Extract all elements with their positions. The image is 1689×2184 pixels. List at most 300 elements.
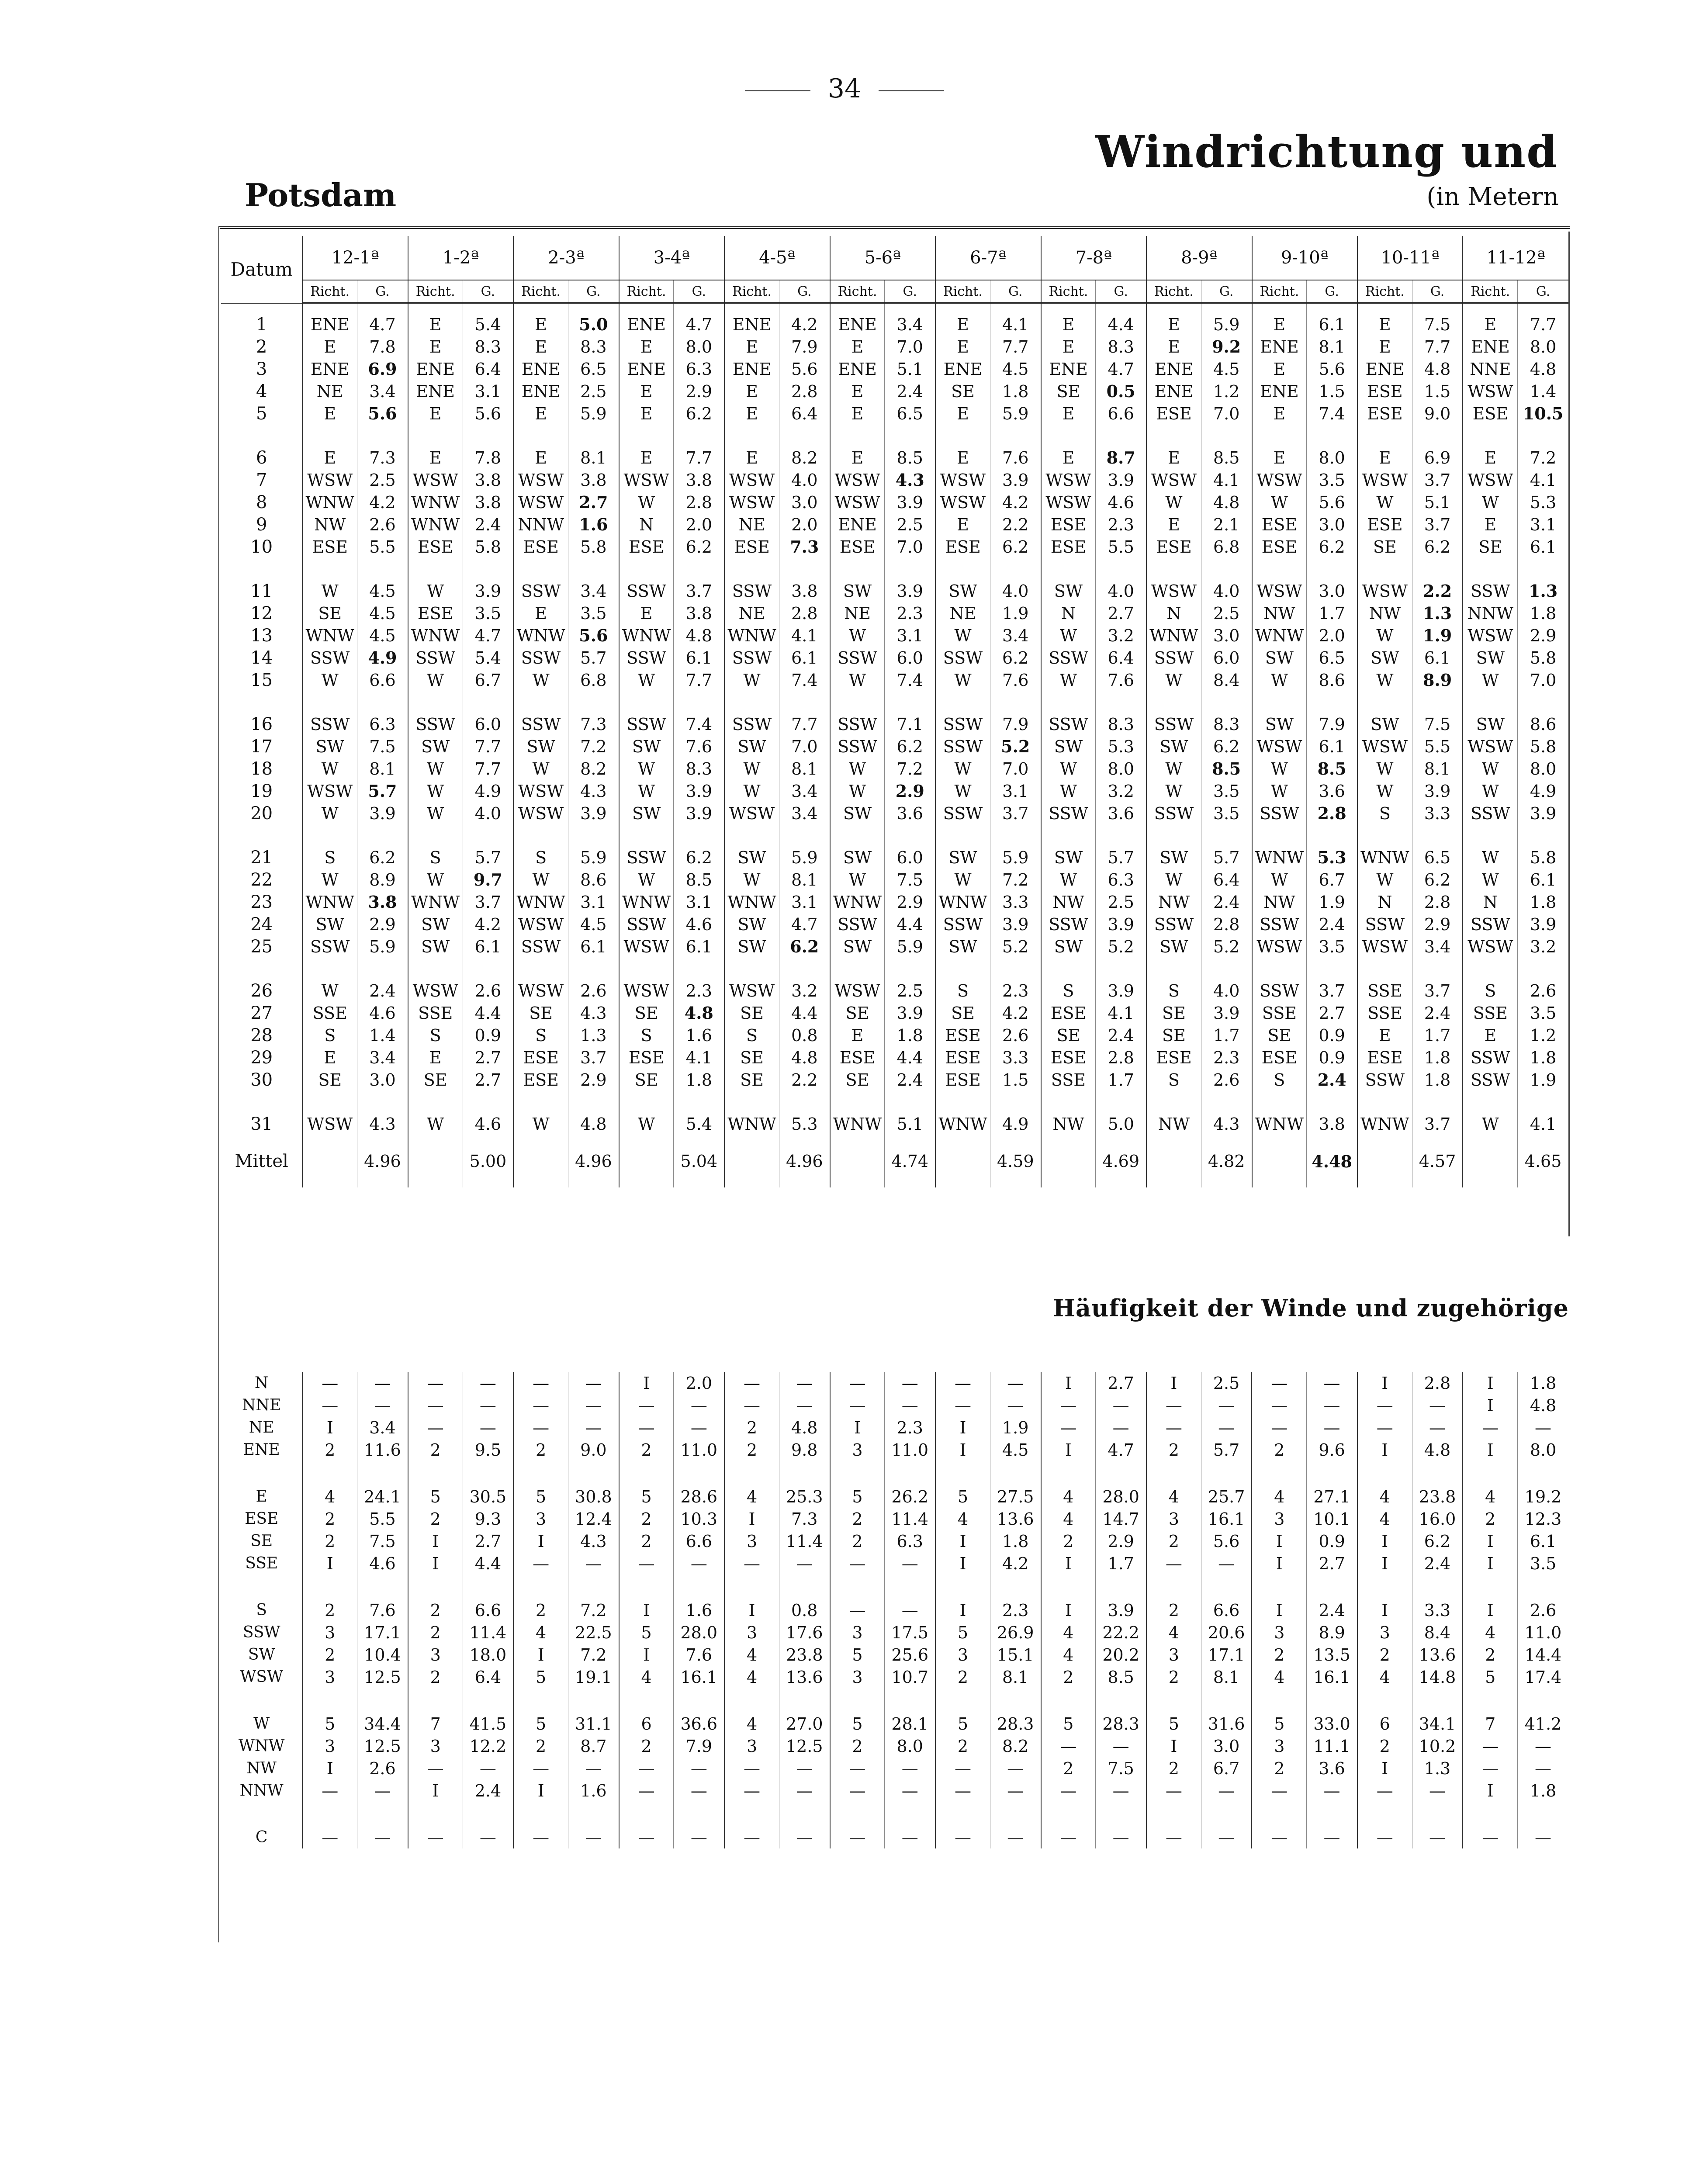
direction-cell: WSW bbox=[724, 491, 779, 513]
direction-cell: ESE bbox=[1041, 1002, 1096, 1024]
count-cell: 2 bbox=[513, 1439, 568, 1461]
direction-cell: W bbox=[1463, 846, 1517, 869]
day-number: 17 bbox=[250, 736, 273, 757]
mittel-empty bbox=[724, 1135, 779, 1187]
direction-cell: SSW bbox=[1252, 802, 1307, 824]
direction-cell: ENE bbox=[619, 358, 674, 380]
count-cell: — bbox=[830, 1394, 885, 1416]
spacer-cell bbox=[463, 558, 513, 580]
speed-sum-cell: — bbox=[463, 1394, 513, 1416]
spacer-cell bbox=[830, 425, 885, 446]
speed-cell: 7.2 bbox=[1518, 446, 1568, 469]
count-cell: — bbox=[302, 1372, 357, 1394]
spacer-cell bbox=[357, 425, 408, 446]
speed-cell: 5.3 bbox=[1096, 735, 1146, 758]
spacer-cell bbox=[1146, 1091, 1201, 1113]
spacer-cell bbox=[1041, 1802, 1096, 1826]
speed-cell: 1.6 bbox=[674, 1024, 724, 1046]
count-cell: 5 bbox=[830, 1485, 885, 1508]
spacer-cell bbox=[513, 958, 568, 980]
spacer-cell bbox=[408, 824, 463, 846]
spacer-cell bbox=[357, 1575, 408, 1599]
speed-sum-cell: 31.1 bbox=[568, 1713, 619, 1735]
speed-cell: 6.5 bbox=[1412, 846, 1463, 869]
speed-sum-cell: — bbox=[1307, 1826, 1357, 1848]
count-cell: 2 bbox=[408, 1599, 463, 1621]
direction-cell: W bbox=[724, 780, 779, 802]
direction-cell: SW bbox=[724, 846, 779, 869]
speed-cell: 8.7 bbox=[1096, 446, 1146, 469]
spacer-cell bbox=[619, 691, 674, 713]
speed-sum-cell: 6.6 bbox=[1201, 1599, 1252, 1621]
direction-cell: W bbox=[935, 624, 990, 647]
speed-sum-cell: 10.2 bbox=[1412, 1735, 1463, 1757]
speed-cell: 4.0 bbox=[463, 802, 513, 824]
spacer-cell bbox=[724, 1091, 779, 1113]
direction-cell: SW bbox=[935, 935, 990, 958]
count-cell: — bbox=[935, 1372, 990, 1394]
day-number: 28 bbox=[250, 1025, 273, 1045]
day-number: 15 bbox=[250, 670, 273, 690]
direction-cell: WSW bbox=[1463, 469, 1517, 491]
spacer-cell bbox=[1146, 958, 1201, 980]
speed-cell: 4.3 bbox=[568, 780, 619, 802]
direction-cell: W bbox=[1463, 758, 1517, 780]
speed-cell: 3.1 bbox=[674, 891, 724, 913]
richt-header: Richt. bbox=[513, 280, 568, 303]
count-cell: I bbox=[935, 1416, 990, 1439]
speed-sum-cell: 6.4 bbox=[463, 1666, 513, 1688]
direction-cell: ESE bbox=[513, 1069, 568, 1091]
speed-sum-cell: 4.6 bbox=[357, 1552, 408, 1575]
spacer-cell bbox=[1201, 1461, 1252, 1485]
richt-header: Richt. bbox=[1357, 280, 1412, 303]
speed-sum-cell: 25.6 bbox=[885, 1644, 935, 1666]
speed-cell: 1.8 bbox=[1518, 1046, 1568, 1069]
speed-cell: 7.6 bbox=[990, 669, 1041, 691]
count-cell: 3 bbox=[935, 1644, 990, 1666]
direction-cell: SW bbox=[724, 735, 779, 758]
spacer-cell bbox=[357, 958, 408, 980]
day-number: 22 bbox=[250, 869, 273, 890]
speed-cell: 8.9 bbox=[357, 869, 408, 891]
day-number: 2 bbox=[256, 336, 267, 357]
table-row bbox=[221, 713, 1568, 735]
spacer-cell bbox=[1357, 824, 1412, 846]
table-row bbox=[221, 624, 1568, 647]
spacer-cell bbox=[674, 1091, 724, 1113]
spacer-cell bbox=[1357, 558, 1412, 580]
direction-cell: ENE bbox=[724, 358, 779, 380]
spacer-cell bbox=[779, 824, 830, 846]
richt-header: Richt. bbox=[1252, 280, 1307, 303]
direction-cell: E bbox=[830, 402, 885, 425]
spacer-cell bbox=[1041, 558, 1096, 580]
direction-cell: SSW bbox=[724, 580, 779, 602]
speed-cell: 5.2 bbox=[1096, 935, 1146, 958]
spacer-cell bbox=[885, 1461, 935, 1485]
direction-cell: W bbox=[1252, 669, 1307, 691]
speed-cell: 3.9 bbox=[357, 802, 408, 824]
direction-cell: W bbox=[408, 780, 463, 802]
spacer-cell bbox=[1518, 425, 1568, 446]
direction-cell: W bbox=[830, 669, 885, 691]
count-cell: 5 bbox=[619, 1621, 674, 1644]
spacer-cell bbox=[1041, 958, 1096, 980]
speed-cell: 2.4 bbox=[1307, 1069, 1357, 1091]
spacer-cell bbox=[830, 1575, 885, 1599]
frequency-row bbox=[221, 1530, 1568, 1552]
spacer-cell bbox=[1041, 1688, 1096, 1713]
direction-cell: S bbox=[302, 1024, 357, 1046]
speed-sum-cell: 3.0 bbox=[1201, 1735, 1252, 1757]
speed-cell: 5.6 bbox=[357, 402, 408, 425]
frequency-row bbox=[221, 1439, 1568, 1461]
spacer-cell bbox=[1146, 425, 1201, 446]
count-cell: I bbox=[408, 1552, 463, 1575]
count-cell: — bbox=[724, 1826, 779, 1848]
spacer-cell bbox=[1518, 1575, 1568, 1599]
spacer-cell bbox=[513, 1575, 568, 1599]
spacer-cell bbox=[302, 958, 357, 980]
speed-cell: 7.2 bbox=[568, 735, 619, 758]
speed-cell: 1.8 bbox=[1518, 891, 1568, 913]
direction-cell: SSW bbox=[408, 647, 463, 669]
g-header: G. bbox=[1307, 280, 1357, 303]
speed-cell: 2.7 bbox=[1307, 1002, 1357, 1024]
spacer-cell bbox=[513, 1802, 568, 1826]
speed-cell: 3.4 bbox=[357, 380, 408, 402]
spacer-cell bbox=[1307, 1802, 1357, 1826]
speed-sum-cell: 22.2 bbox=[1096, 1621, 1146, 1644]
direction-cell: WSW bbox=[724, 980, 779, 1002]
speed-sum-cell: 11.4 bbox=[779, 1530, 830, 1552]
count-cell: 5 bbox=[935, 1713, 990, 1735]
speed-cell: 7.9 bbox=[1307, 713, 1357, 735]
direction-cell: N bbox=[1357, 891, 1412, 913]
wind-direction-label: NE bbox=[249, 1419, 274, 1436]
direction-cell: SW bbox=[830, 935, 885, 958]
direction-cell: N bbox=[1146, 602, 1201, 624]
spacer-cell bbox=[1412, 1688, 1463, 1713]
spacer-cell bbox=[513, 1461, 568, 1485]
speed-sum-cell: 23.8 bbox=[779, 1644, 830, 1666]
spacer-cell bbox=[779, 1802, 830, 1826]
direction-cell: E bbox=[1252, 446, 1307, 469]
direction-cell: SW bbox=[1252, 713, 1307, 735]
spacer-cell bbox=[885, 425, 935, 446]
direction-cell: E bbox=[1146, 513, 1201, 536]
direction-cell: WSW bbox=[513, 469, 568, 491]
wind-direction-label: SE bbox=[250, 1532, 273, 1550]
table-row bbox=[221, 780, 1568, 802]
speed-cell: 3.4 bbox=[779, 780, 830, 802]
spacer-cell bbox=[619, 1461, 674, 1485]
speed-cell: 0.9 bbox=[1307, 1046, 1357, 1069]
direction-cell: WNW bbox=[724, 891, 779, 913]
count-cell: 3 bbox=[302, 1621, 357, 1644]
speed-cell: 3.8 bbox=[674, 469, 724, 491]
speed-sum-cell: 5.7 bbox=[1201, 1439, 1252, 1461]
direction-cell: W bbox=[830, 780, 885, 802]
count-cell: — bbox=[1041, 1394, 1096, 1416]
hour-header: 5-6ª bbox=[830, 236, 935, 280]
count-cell: — bbox=[1357, 1394, 1412, 1416]
direction-cell: W bbox=[1252, 780, 1307, 802]
spacer-cell bbox=[779, 558, 830, 580]
spacer-cell bbox=[1412, 425, 1463, 446]
count-cell: I bbox=[513, 1779, 568, 1802]
direction-cell: SSW bbox=[1041, 713, 1096, 735]
speed-cell: 7.6 bbox=[990, 446, 1041, 469]
speed-sum-cell: 10.1 bbox=[1307, 1508, 1357, 1530]
day-number: 14 bbox=[250, 647, 273, 668]
spacer-cell bbox=[990, 824, 1041, 846]
spacer-cell bbox=[1041, 1091, 1096, 1113]
speed-cell: 2.8 bbox=[674, 491, 724, 513]
speed-sum-cell: 15.1 bbox=[990, 1644, 1041, 1666]
spacer-cell bbox=[1252, 303, 1307, 314]
direction-cell: S bbox=[302, 846, 357, 869]
speed-cell: 1.5 bbox=[1412, 380, 1463, 402]
speed-cell: 5.7 bbox=[357, 780, 408, 802]
frequency-row bbox=[221, 1826, 1568, 1848]
speed-cell: 6.4 bbox=[1096, 647, 1146, 669]
speed-cell: 4.9 bbox=[463, 780, 513, 802]
speed-sum-cell: 4.8 bbox=[779, 1416, 830, 1439]
count-cell: 5 bbox=[513, 1713, 568, 1735]
direction-cell: ENE bbox=[1252, 336, 1307, 358]
direction-cell: W bbox=[1357, 624, 1412, 647]
count-cell: 2 bbox=[1041, 1666, 1096, 1688]
spacer-cell bbox=[619, 1091, 674, 1113]
speed-cell: 6.9 bbox=[1412, 446, 1463, 469]
speed-cell: 0.9 bbox=[463, 1024, 513, 1046]
direction-cell: E bbox=[619, 380, 674, 402]
day-number: 6 bbox=[256, 447, 267, 468]
direction-cell: WNW bbox=[830, 1113, 885, 1135]
speed-cell: 2.4 bbox=[1096, 1024, 1146, 1046]
richt-header: Richt. bbox=[302, 280, 357, 303]
spacer-cell bbox=[1357, 1575, 1412, 1599]
table-row bbox=[221, 1069, 1568, 1091]
direction-cell: SSW bbox=[1463, 913, 1517, 935]
speed-cell: 4.4 bbox=[1096, 313, 1146, 336]
spacer-cell bbox=[1096, 558, 1146, 580]
direction-cell: ENE bbox=[513, 358, 568, 380]
speed-cell: 2.6 bbox=[568, 980, 619, 1002]
direction-cell: SSW bbox=[935, 913, 990, 935]
spacer-cell bbox=[990, 425, 1041, 446]
spacer-cell bbox=[1307, 958, 1357, 980]
direction-cell: N bbox=[1041, 602, 1096, 624]
speed-sum-cell: 8.5 bbox=[1096, 1666, 1146, 1688]
spacer-cell bbox=[1412, 1575, 1463, 1599]
direction-cell: SE bbox=[935, 380, 990, 402]
count-cell: — bbox=[1252, 1372, 1306, 1394]
speed-cell: 2.5 bbox=[1096, 891, 1146, 913]
count-cell: — bbox=[1463, 1416, 1517, 1439]
direction-cell: ESE bbox=[1252, 536, 1307, 558]
direction-cell: ESE bbox=[935, 1024, 990, 1046]
spacer-cell bbox=[779, 958, 830, 980]
speed-cell: 4.7 bbox=[463, 624, 513, 647]
speed-sum-cell: — bbox=[779, 1394, 830, 1416]
speed-sum-cell: 4.2 bbox=[990, 1552, 1041, 1575]
direction-cell: NE bbox=[935, 602, 990, 624]
speed-sum-cell: 1.3 bbox=[1412, 1757, 1463, 1779]
direction-cell: SSE bbox=[1357, 1002, 1412, 1024]
speed-cell: 5.6 bbox=[779, 358, 830, 380]
speed-cell: 7.3 bbox=[779, 536, 830, 558]
spacer-cell bbox=[1357, 1091, 1412, 1113]
speed-sum-cell: 11.4 bbox=[885, 1508, 935, 1530]
direction-cell: WNW bbox=[1252, 624, 1307, 647]
spacer-cell bbox=[357, 1688, 408, 1713]
spacer-cell bbox=[302, 1575, 357, 1599]
section2-title: Häufigkeit der Winde und zugehörige bbox=[1053, 1294, 1569, 1322]
count-cell: 2 bbox=[302, 1439, 357, 1461]
count-cell: I bbox=[1463, 1439, 1517, 1461]
direction-cell: S bbox=[1146, 980, 1201, 1002]
direction-cell: WSW bbox=[1252, 469, 1307, 491]
speed-cell: 2.2 bbox=[779, 1069, 830, 1091]
spacer-cell bbox=[1146, 1461, 1201, 1485]
count-cell: — bbox=[1357, 1779, 1412, 1802]
direction-cell: SW bbox=[935, 580, 990, 602]
speed-cell: 2.5 bbox=[357, 469, 408, 491]
speed-cell: 3.1 bbox=[463, 380, 513, 402]
speed-cell: 5.5 bbox=[357, 536, 408, 558]
g-header: G. bbox=[990, 280, 1041, 303]
speed-cell: 6.2 bbox=[674, 846, 724, 869]
direction-cell: SSW bbox=[724, 647, 779, 669]
speed-sum-cell: 2.3 bbox=[885, 1416, 935, 1439]
count-cell: 4 bbox=[724, 1666, 779, 1688]
spacer-cell bbox=[779, 1461, 830, 1485]
speed-sum-cell: 34.1 bbox=[1412, 1713, 1463, 1735]
frequency-row bbox=[221, 1621, 1568, 1644]
speed-cell: 4.4 bbox=[885, 913, 935, 935]
speed-cell: 6.8 bbox=[1201, 536, 1252, 558]
frequency-row bbox=[221, 1735, 1568, 1757]
spacer-cell bbox=[1412, 303, 1463, 314]
direction-cell: SW bbox=[1146, 935, 1201, 958]
speed-cell: 9.2 bbox=[1201, 336, 1252, 358]
direction-cell: W bbox=[302, 980, 357, 1002]
wind-direction-label: WSW bbox=[240, 1668, 284, 1686]
speed-sum-cell: 30.5 bbox=[463, 1485, 513, 1508]
speed-cell: 3.5 bbox=[568, 602, 619, 624]
count-cell: 2 bbox=[302, 1530, 357, 1552]
speed-cell: 4.5 bbox=[357, 580, 408, 602]
speed-sum-cell: 11.4 bbox=[463, 1621, 513, 1644]
direction-cell: ESE bbox=[1252, 513, 1307, 536]
spacer-cell bbox=[830, 1461, 885, 1485]
speed-cell: 2.2 bbox=[990, 513, 1041, 536]
spacer-cell bbox=[513, 824, 568, 846]
spacer-cell bbox=[1463, 958, 1517, 980]
count-cell: 4 bbox=[1357, 1666, 1412, 1688]
direction-cell: SSW bbox=[935, 713, 990, 735]
mittel-value: 5.04 bbox=[674, 1135, 724, 1187]
count-cell: 5 bbox=[1041, 1713, 1096, 1735]
direction-cell: WNW bbox=[724, 1113, 779, 1135]
count-cell: 2 bbox=[1146, 1599, 1201, 1621]
spacer-cell bbox=[619, 1802, 674, 1826]
direction-cell: NE bbox=[724, 602, 779, 624]
speed-cell: 4.3 bbox=[357, 1113, 408, 1135]
richt-header: Richt. bbox=[1041, 280, 1096, 303]
spacer-cell bbox=[408, 1091, 463, 1113]
spacer-cell bbox=[568, 303, 619, 314]
direction-cell: W bbox=[513, 869, 568, 891]
spacer-cell bbox=[221, 1461, 302, 1485]
direction-cell: WSW bbox=[619, 980, 674, 1002]
count-cell: — bbox=[1041, 1735, 1096, 1757]
speed-cell: 7.7 bbox=[674, 669, 724, 691]
direction-cell: E bbox=[1146, 336, 1201, 358]
speed-cell: 7.4 bbox=[674, 713, 724, 735]
speed-cell: 3.7 bbox=[674, 580, 724, 602]
speed-cell: 2.6 bbox=[990, 1024, 1041, 1046]
direction-cell: E bbox=[1041, 402, 1096, 425]
speed-sum-cell: — bbox=[1412, 1416, 1463, 1439]
speed-cell: 8.5 bbox=[885, 446, 935, 469]
speed-cell: 2.9 bbox=[568, 1069, 619, 1091]
speed-cell: 2.1 bbox=[1201, 513, 1252, 536]
speed-sum-cell: 9.6 bbox=[1307, 1439, 1357, 1461]
speed-cell: 6.1 bbox=[1412, 647, 1463, 669]
spacer-cell bbox=[1307, 303, 1357, 314]
speed-cell: 3.7 bbox=[990, 802, 1041, 824]
count-cell: I bbox=[1041, 1372, 1096, 1394]
speed-cell: 8.3 bbox=[674, 758, 724, 780]
direction-cell: ESE bbox=[1146, 402, 1201, 425]
direction-cell: SW bbox=[619, 735, 674, 758]
wind-direction-label: C bbox=[255, 1828, 268, 1846]
direction-cell: SE bbox=[830, 1069, 885, 1091]
speed-cell: 3.0 bbox=[1307, 580, 1357, 602]
direction-cell: SW bbox=[1252, 647, 1307, 669]
speed-sum-cell: 28.6 bbox=[674, 1485, 724, 1508]
direction-cell: ENE bbox=[830, 313, 885, 336]
count-cell: — bbox=[724, 1394, 779, 1416]
spacer-cell bbox=[674, 1461, 724, 1485]
speed-sum-cell: — bbox=[568, 1394, 619, 1416]
speed-sum-cell: 1.6 bbox=[568, 1779, 619, 1802]
speed-cell: 5.7 bbox=[1201, 846, 1252, 869]
speed-sum-cell: 28.1 bbox=[885, 1713, 935, 1735]
speed-cell: 7.7 bbox=[463, 758, 513, 780]
count-cell: 3 bbox=[830, 1666, 885, 1688]
speed-cell: 3.5 bbox=[1307, 469, 1357, 491]
direction-cell: E bbox=[513, 336, 568, 358]
direction-cell: E bbox=[1252, 313, 1307, 336]
speed-sum-cell: 8.1 bbox=[990, 1666, 1041, 1688]
direction-cell: E bbox=[1252, 402, 1307, 425]
spacer-cell bbox=[674, 303, 724, 314]
count-cell: 2 bbox=[619, 1439, 674, 1461]
count-cell: — bbox=[619, 1757, 674, 1779]
count-cell: 4 bbox=[1146, 1621, 1201, 1644]
speed-sum-cell: 1.8 bbox=[1518, 1779, 1568, 1802]
speed-cell: 5.1 bbox=[885, 358, 935, 380]
speed-cell: 5.7 bbox=[1096, 846, 1146, 869]
count-cell: I bbox=[619, 1372, 674, 1394]
speed-sum-cell: — bbox=[885, 1779, 935, 1802]
speed-sum-cell: — bbox=[674, 1779, 724, 1802]
